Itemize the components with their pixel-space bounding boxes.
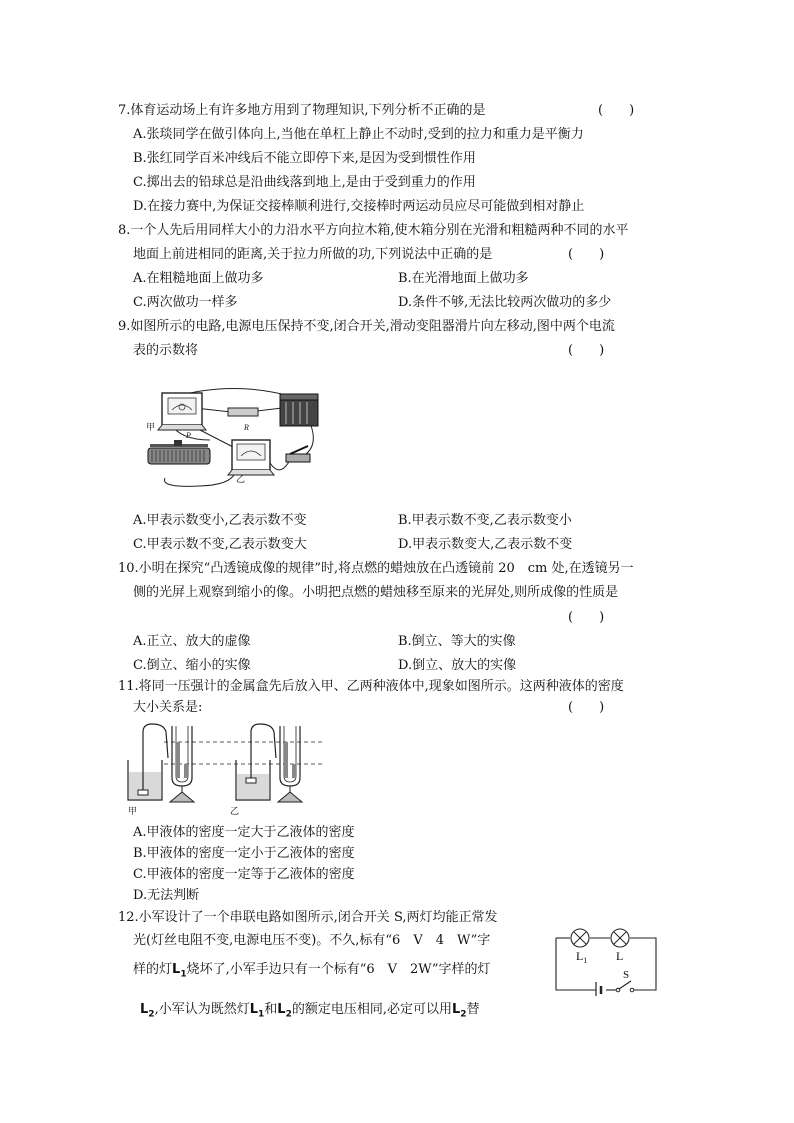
beaker-yi-icon	[236, 724, 276, 800]
q12-label-l1: $L_1$	[576, 949, 588, 965]
q12-label-l: L	[616, 949, 624, 963]
q11-manometer-figure	[124, 718, 324, 818]
q8-option-a: A.在粗糙地面上做功多	[133, 271, 264, 286]
q11-option-b: B.甲液体的密度一定小于乙液体的密度	[133, 846, 355, 861]
q11-option-c: C.甲液体的密度一定等于乙液体的密度	[133, 867, 355, 882]
switch-icon	[286, 446, 310, 462]
q11-answer-paren: ( )	[568, 700, 605, 715]
q9-option-a: A.甲表示数变小,乙表示数不变	[133, 513, 307, 528]
q9-answer-paren: ( )	[568, 343, 605, 358]
q11-label-yi: 乙	[230, 806, 240, 816]
q7-option-a: A.张琰同学在做引体向上,当他在单杠上静止不动时,受到的拉力和重力是平衡力	[133, 127, 584, 142]
q12-line2: 光(灯丝电阻不变,电源电压不变)。不久,标有“6 V 4 W”字	[133, 933, 491, 948]
q10-option-a: A.正立、放大的虚像	[133, 634, 251, 649]
q9-label-yi: 乙	[236, 474, 246, 484]
q8-stem-line1: 8.一个人先后用同样大小的力沿水平方向拉木箱,使木箱分别在光滑和粗糙两种不同的水平	[118, 223, 629, 238]
q10-option-d: D.倒立、放大的实像	[398, 658, 517, 673]
q7-option-b: B.张红同学百米冲线后不能立即停下来,是因为受到惯性作用	[133, 151, 476, 166]
q10-option-b: B.倒立、等大的实像	[398, 634, 516, 649]
q10-answer-paren: ( )	[568, 610, 605, 625]
lamp-l1-icon	[571, 929, 589, 947]
battery-icon	[596, 982, 601, 996]
q7-answer-paren: ( )	[598, 103, 635, 118]
q11-stem-line1: 11.将同一压强计的金属盒先后放入甲、乙两种液体中,现象如图所示。这两种液体的密度	[118, 679, 624, 694]
q9-label-r: R	[244, 423, 249, 432]
ammeter-yi-icon	[228, 440, 274, 475]
q11-option-d: D.无法判断	[133, 888, 200, 903]
q10-option-c: C.倒立、缩小的实像	[133, 658, 251, 673]
q9-option-c: C.甲表示数不变,乙表示数变大	[133, 537, 307, 552]
q8-option-b: B.在光滑地面上做功多	[398, 271, 529, 286]
q8-option-c: C.两次做功一样多	[133, 295, 238, 310]
q12-line3: 样的灯$L_1$烧坏了,小军手边只有一个标有“6 V 2W”字样的灯	[133, 962, 491, 980]
q10-stem-line2: 侧的光屏上观察到缩小的像。小明把点燃的蜡烛移至原来的光屏处,则所成像的性质是	[133, 585, 619, 600]
q11-option-a: A.甲液体的密度一定大于乙液体的密度	[133, 825, 355, 840]
q9-option-d: D.甲表示数变大,乙表示数不变	[398, 537, 573, 552]
beaker-jia-icon	[128, 724, 168, 800]
q9-label-jia: 甲	[146, 422, 156, 432]
q8-stem-line2: 地面上前进相同的距离,关于拉力所做的功,下列说法中正确的是	[133, 247, 493, 262]
ammeter-jia-icon	[158, 393, 206, 430]
rheostat-icon	[148, 440, 210, 464]
q11-stem-line2: 大小关系是:	[133, 700, 203, 715]
q8-answer-paren: ( )	[568, 247, 605, 262]
q8-option-d: D.条件不够,无法比较两次做功的多少	[398, 295, 612, 310]
q12-label-s: S	[623, 969, 630, 981]
q7-option-d: D.在接力赛中,为保证交接棒顺利进行,交接棒时两运动员应尽可能做到相对静止	[133, 199, 585, 214]
q9-stem-line1: 9.如图所示的电路,电源电压保持不变,闭合开关,滑动变阻器滑片向左移动,图中两个电流	[118, 319, 615, 334]
battery-icon	[280, 394, 318, 426]
q7-option-c: C.掷出去的铅球总是沿曲线落到地上,是由于受到重力的作用	[133, 175, 476, 190]
q7-stem: 7.体育运动场上有许多地方用到了物理知识,下列分析不正确的是	[118, 103, 486, 118]
q9-label-p: P	[186, 431, 191, 440]
switch-icon	[616, 981, 634, 992]
q12-line4: $L_2$,小军认为既然灯$L_1$和$L_2$的额定电压相同,必定可以用$L_2$替	[140, 1002, 480, 1020]
resistor-icon	[228, 408, 258, 416]
q9-circuit-figure	[140, 378, 330, 493]
q12-line1: 12.小军设计了一个串联电路如图所示,闭合开关 S,两灯均能正常发	[118, 910, 498, 925]
q10-stem-line1: 10.小明在探究“凸透镜成像的规律”时,将点燃的蜡烛放在凸透镜前 20 cm 处,在透镜另一	[118, 561, 634, 576]
q9-option-b: B.甲表示数不变,乙表示数变小	[398, 513, 572, 528]
q9-stem-line2: 表的示数将	[133, 343, 199, 358]
q12-circuit-figure	[552, 928, 662, 996]
lamp-l-icon	[611, 929, 629, 947]
q11-label-jia: 甲	[128, 806, 138, 816]
